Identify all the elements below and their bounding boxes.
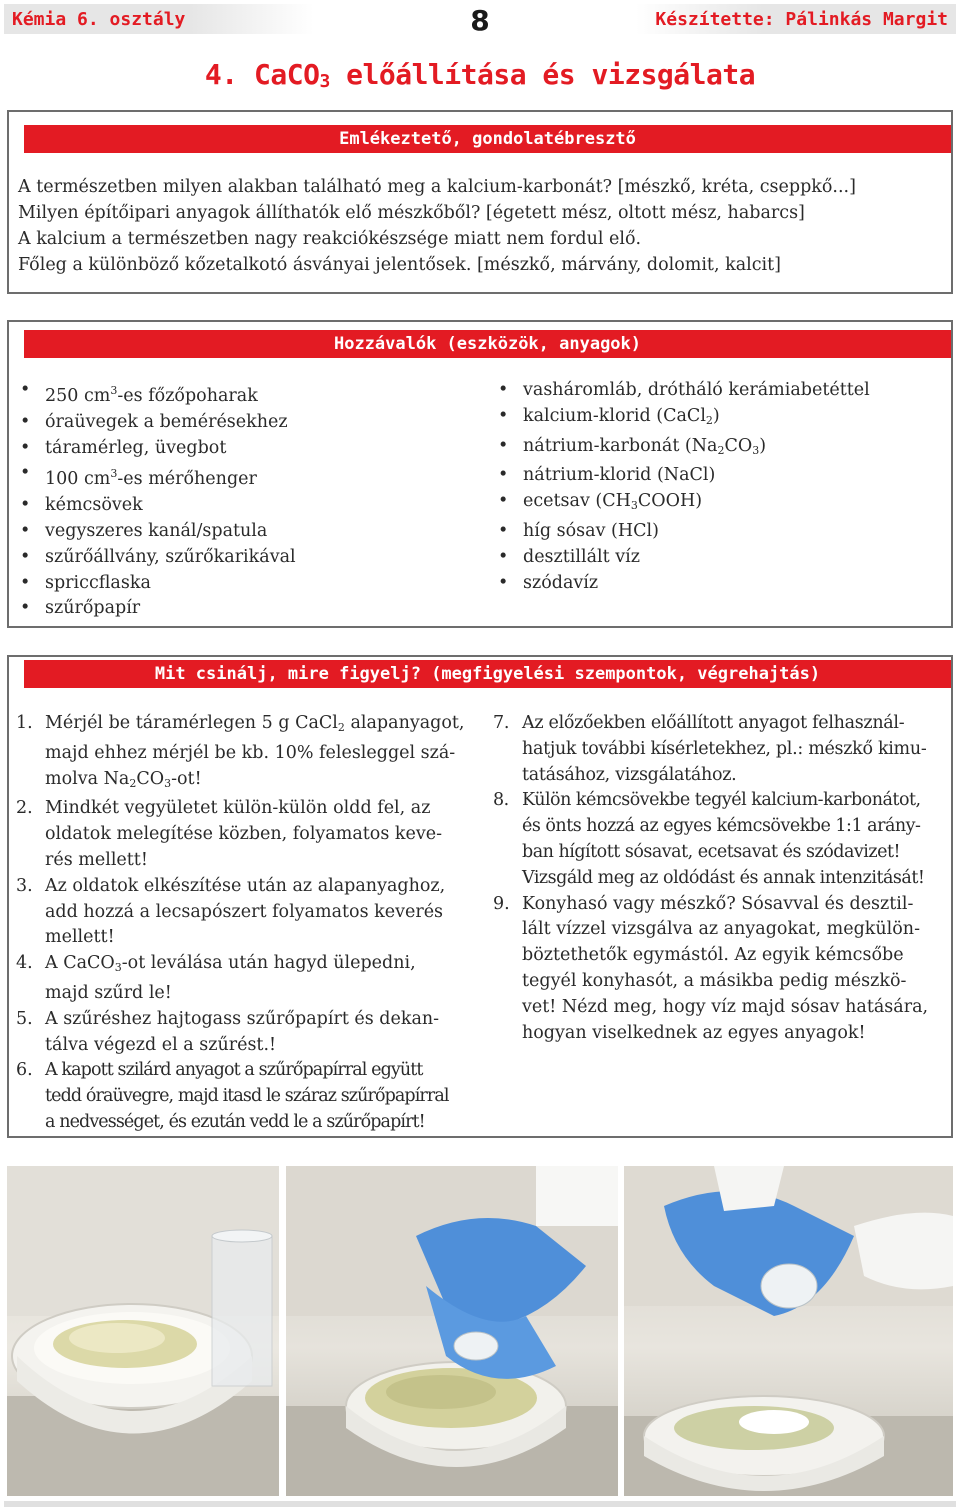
steps-left-column <box>16 711 476 1136</box>
list-item: • vasháromláb, drótháló kerámiabetéttel <box>495 378 870 404</box>
reminder-text <box>18 174 938 278</box>
photo-pouring-into-dish <box>286 1166 618 1496</box>
step-item: 7. Az előzőekben előállított anyagot felhasznál- hatjuk további kísérletekhez, pl.: mészkő kimu- tatásához, vizsgálatához. <box>493 713 927 785</box>
list-item: • ecetsav $(CH_3COOH)$ <box>495 489 870 519</box>
list-item: • kalcium-klorid (CaCl$_2$) <box>495 404 870 434</box>
step-item: 2. Mindkét vegyületet külön-külön oldd fel, az oldatok melegítése közben, folyamatos keve- rés mellett! <box>16 798 442 870</box>
photo-gloved-hands-pouring <box>624 1166 953 1496</box>
photo-dish-and-beaker <box>7 1166 279 1496</box>
materials-list <box>495 378 870 596</box>
list-item: • nátrium-klorid (NaCl) <box>495 463 870 489</box>
steps-right-column <box>493 711 948 1046</box>
list-item: • híg sósav (HCl) <box>495 519 870 545</box>
reminder-line: A természetben milyen alakban található meg a kalcium-karbonát? [mészkő, kréta, cseppkő...] <box>18 177 856 197</box>
footer-band <box>4 1501 956 1507</box>
list-item: • spriccflaska <box>17 571 296 597</box>
list-item: • 250 $cm^3-es$ főzőpoharak <box>17 378 296 410</box>
list-item: • vegyszeres kanál/spatula <box>17 519 296 545</box>
tools-list <box>17 378 296 622</box>
list-item: • desztillált víz <box>495 545 870 571</box>
ingredients-box <box>7 320 953 628</box>
list-item: • táramérleg, üvegbot <box>17 436 296 462</box>
reminder-line: Milyen építőipari anyagok állíthatók elő mészkőből? [égetett mész, oltott mész, habarcs] <box>18 203 805 223</box>
list-item: • kémcsövek <box>17 493 296 519</box>
ingredients-heading: Hozzávalók (eszközök, anyagok) <box>24 330 951 358</box>
reminder-box <box>7 110 953 294</box>
list-item: • nátrium-karbonát $(Na_2CO_3)$ <box>495 434 870 464</box>
reminder-heading: Emlékeztető, gondolatébresztő <box>24 125 951 153</box>
page-number: 8 <box>470 4 490 37</box>
step-item: 3. Az oldatok elkészítése után az alapanyaghoz, add hozzá a lecsapószert folyamatos keverés mellett! <box>16 875 446 948</box>
reminder-line: A kalcium a természetben nagy reakciókészsége miatt nem fordul elő. <box>18 229 642 249</box>
list-item: • óraüvegek a bemérésekhez <box>17 410 296 436</box>
page-header <box>0 0 960 40</box>
list-item: • szűrőállvány, szűrőkarikával <box>17 545 296 571</box>
page-title: 4. CaCO$_3$ előállítása és vizsgálata <box>204 58 756 92</box>
header-author: Készítette: Pálinkás Margit <box>655 9 948 30</box>
list-item: • 100 $cm^3-es$ mérőhenger <box>17 461 296 493</box>
procedure-heading: Mit csinálj, mire figyelj? (megfigyelési szempontok, végrehajtás) <box>24 660 951 688</box>
step-item: 5. A szűréshez hajtogass szűrőpapírt és dekan- tálva végezd el a szűrést.! <box>16 1008 440 1055</box>
step-item: 8. Külön kémcsövekbe tegyél kalcium-karbonátot, és önts hozzá az egyes kémcsövekbe 1:1 arány- ban hígított sósavat, ecetsavat és szódavizet! Vizsgáld meg az oldódást és annak intenzitását! <box>493 790 925 888</box>
header-subject: Kémia 6. osztály <box>12 9 186 30</box>
step-item: 6. A kapott szilárd anyagot a szűrőpapírral együtt tedd óraüvegre, majd itasd le száraz szűrőpapírral a nedvességet, és ezután vedd le a szűrőpapírt! <box>16 1060 449 1132</box>
procedure-box <box>7 655 953 1138</box>
list-item: • szűrőpapír <box>17 596 296 622</box>
step-item: 4. A CaCO$_3$-ot leválása után hagyd ülepedni, majd szűrd le! <box>16 953 416 1003</box>
step-item: 9. Konyhasó vagy mészkő? Sósavval és desztil- lált vízzel vizsgálva az anyagokat, megkülön- böztethetők egymástól. Az egyik kémcsőbe tegyél konyhasót, a másikba pedig mészkö- vet! Nézd meg, hogy víz majd sósav hatására, hogyan viselkednek az egyes anyagok! <box>493 893 929 1043</box>
photo-strip <box>7 1166 953 1496</box>
step-item: 1. Mérjél be táramérlegen 5 g CaCl$_2$ alapanyagot, majd ehhez mérjél be kb. 10% felesleggel szá- molva $Na_2CO_3-ot$! <box>16 713 465 790</box>
list-item: • szódavíz <box>495 571 870 597</box>
reminder-line: Főleg a különböző kőzetalkotó ásványai jelentősek. [mészkő, márvány, dolomit, kalcit] <box>18 255 781 275</box>
